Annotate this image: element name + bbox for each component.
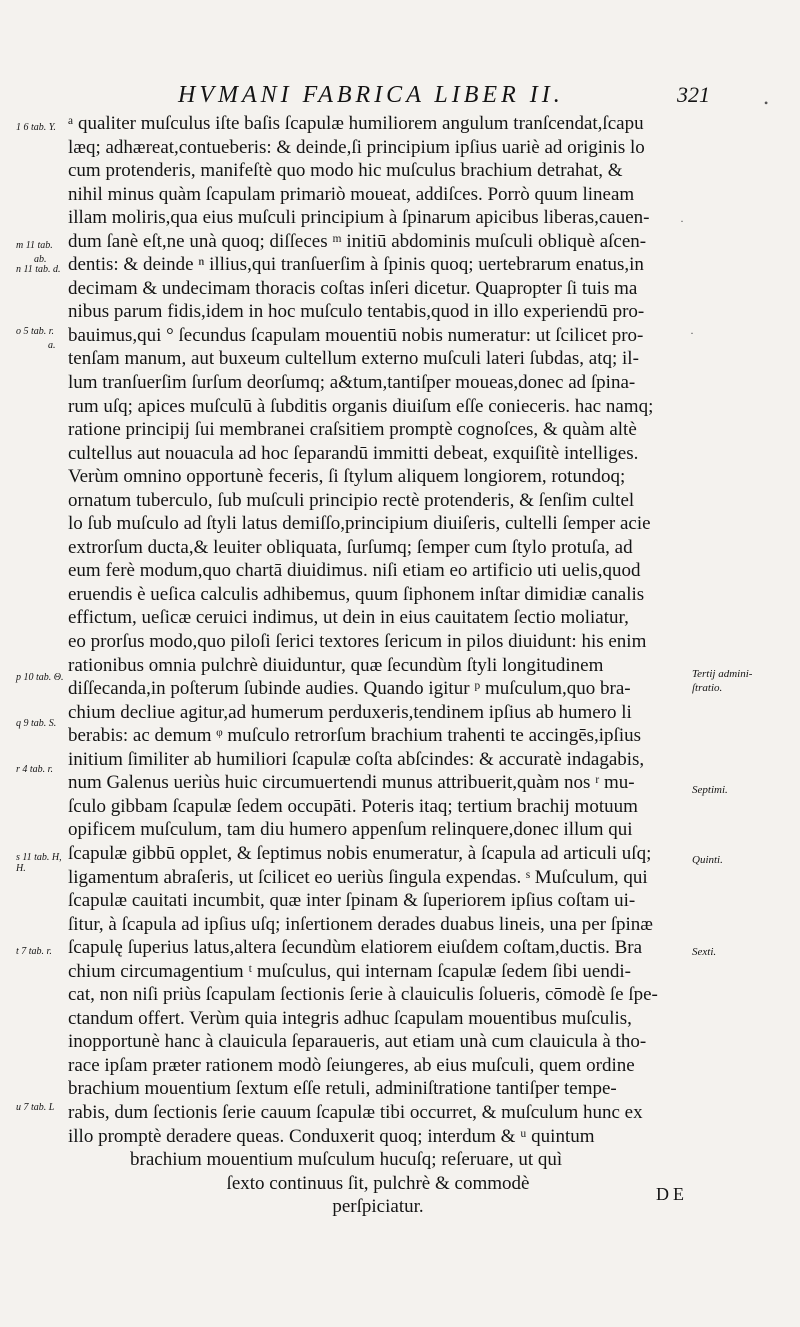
text-line: ornatum tuberculo, ſub muſculi principio rectè protenderis, & ſenſim cultel [68,489,635,511]
text-line: ſexto continuus ſit, pulchrè & commodè [226,1172,530,1194]
text-line: ᵃ qualiter muſculus iſte baſis ſcapulæ humiliorem angulum tranſcendat,ſcapu [68,113,644,134]
right-margin-note: Tertij admini- [692,668,753,680]
text-line: bauimus,qui ° ſecundus ſcapulam mouentiū nobis numeratur: ut ſcilicet pro- [68,324,644,346]
left-margin-note: n 11 tab. d. [16,264,61,275]
left-margin-note: q 9 tab. S. [16,718,57,729]
text-line: decimam & undecimam thoracis coſtas inſeri dicetur. Quapropter ſi tuis ma [68,277,638,299]
ink-speck: • [764,96,769,110]
text-line: berabis: ac demum ᵠ muſculo retrorſum brachium trahenti te accingēs,ipſius [68,725,642,747]
text-line: illam moliris,qua eius muſculi principium à ſpinarum apicibus liberas,cauen- [68,207,650,229]
page-header [170,80,710,114]
text-line: ſcapulę ſuperius latus,altera ſecundùm elatiorem eiuſdem coſtam,ductis. Bra [68,937,643,959]
text-line: rabis, dum ſectionis ſerie cauum ſcapulæ tibi occurret, & muſculum hunc ex [68,1101,643,1123]
text-line: nibus parum fidis,idem in hoc muſculo tentabis,quod in illo experiendū pro- [68,301,645,323]
right-margin-note: Sexti. [692,946,717,958]
catchword: DE [656,1184,688,1204]
text-line: brachium mouentium muſculum hucuſq; reſeruare, ut quì [130,1149,563,1171]
text-line: nihil minus quàm ſcapulam primariò moueat, addiſces. Porrò quum lineam [68,183,635,205]
text-line: læq; adhæreat,contueberis: & deinde,ſi principium ipſius uariè ad originis lo [68,136,645,158]
text-line: eruendis è ueſica calculis adhibemus, quum ſiphonem inſtar dimidiæ canalis [68,583,645,605]
text-line: rum uſq; apices muſculū à ſubditis organis diuiſum eſſe conieceris. hac namq; [68,395,654,417]
right-margin-note: Septimi. [692,784,728,796]
text-line: illo promptè deradere queas. Conduxerit quoq; interdum & ᵘ quintum [68,1125,595,1147]
text-line: extrorſum ducta,& leuiter obliquata, ſurſumq; ſemper cum ſtylo protuſa, ad [68,536,633,558]
text-line: ſcapulæ cauitati incumbit, quæ inter ſpinam & ſuperiorem ipſius coſtam ui- [68,890,636,912]
left-margin-note: o 5 tab. r. [16,326,55,337]
text-line: ſcapulæ gibbū opplet, & ſeptimus nobis enumeratur, à ſcapula ad articuli uſq; [68,842,652,864]
left-margin-note: p 10 tab. Θ. [16,672,64,683]
main-text-block [68,112,688,1219]
left-margin-note: r 4 tab. r. [16,764,53,775]
left-margin-note: ab. [34,254,47,265]
text-line: brachium mouentium ſextum eſſe retuli, adminiſtratione tantiſper tempe- [68,1078,617,1100]
text-line: cum protenderis, manifeſtè quo modo hic muſculus brachium detrahat, & [68,160,623,182]
text-line: diſſecanda,in poſterum ſubinde audies. Quando igitur ᵖ muſculum,quo bra- [68,678,631,700]
text-line: dum ſanè eſt,ne unà quoq; diſſeces ᵐ initiū abdominis muſculi obliquè aſcen- [68,230,647,252]
text-line: dentis: & deinde ⁿ illius,qui tranſuerſim à ſpinis quoq; uertebrarum enatus,in [68,254,644,276]
text-line: chium circumagentium ᵗ muſculus, qui internam ſcapulæ ſedem ſibi uendi- [68,960,631,982]
ink-speck: · [680,214,684,228]
left-margin-note: m 11 tab. [16,240,53,251]
text-line: num Galenus ueriùs huic circumuertendi munus attribuerit,quàm nos ʳ mu- [68,772,635,794]
left-margin-note: s 11 tab. H, H. [16,852,62,874]
text-line: cat, non niſi priùs ſcapulam ſectionis ſerie à clauiculis ſolueris, cōmodè ſe ſpe- [68,984,658,1006]
text-line: ligamentum abraſeris, ut ſcilicet eo ueriùs ſingula expendas. ˢ Muſculum, qui [68,866,648,888]
text-line: tenſam manum, aut buxeum cultellum externo muſculi lateri ſubdas, atq; il- [68,348,639,370]
left-margin-note: t 7 tab. r. [16,946,52,957]
text-line: rationibus omnia pulchrè diuiduntur, quæ ſecundùm ſtyli longitudinem [68,654,604,676]
text-line: perſpiciatur. [332,1196,424,1218]
page-number: 321 [677,82,710,107]
text-line: eo prorſus modo,quo piloſi ſerici textores ſericum in pilos diuidunt: his enim [68,631,647,653]
text-line: ſculo gibbam ſcapulæ ſedem occupāti. Poteris itaq; tertium brachij motuum [68,795,638,817]
text-line: lo ſub muſculo ad ſtyli latus demiſſo,principium diuiſeris, cultelli ſemper acie [68,513,651,535]
text-line: chium decliue agitur,ad humerum perduxeris,tendinem ipſius ab humero li [68,701,632,723]
text-line: opificem muſculum, tam diu humero appenſum relinquere,donec illum qui [68,819,633,841]
text-line: effictum, ueſicæ ceruici indimus, ut dein in eius cauitatem ſectio moliatur, [68,607,629,629]
text-line: eum ferè modum,quo chartā diuidimus. niſi etiam eo artificio uti uelis,quod [68,560,641,582]
text-line: initium ſimiliter ab humiliori ſcapulæ coſta abſcindes: & accuratè indagabis, [68,748,645,770]
left-margin-note: a. [48,340,56,351]
text-line: Verùm omnino opportunè feceris, ſi ſtylum aliquem longiorem, rotundoq; [68,466,626,488]
left-margin-note: u 7 tab. L [16,1102,55,1113]
right-margin-note: Quinti. [692,854,723,866]
running-head: HVMANI FABRICA LIBER II. [178,82,564,108]
right-margin-note: ſtratio. [692,682,723,694]
text-line: lum tranſuerſim ſurſum deorſumq; a&tum,tantiſper moueas,donec ad ſpina- [68,372,636,394]
left-margin-note: 1 6 tab. Y. [16,122,56,133]
text-line: inopportunè hanc à clauicula ſeparaueris, aut etiam unà cum clauicula à tho- [68,1031,647,1053]
text-line: ſitur, à ſcapula ad ipſius uſq; inſertionem derades duabus lineis, una per ſpinæ [68,913,653,935]
text-line: ctandum offert. Verùm quia integris adhuc ſcapulam mouentibus muſculis, [68,1007,632,1029]
text-line: ratione principij ſui membranei craſsitiem promptè cognoſces, & quàm altè [68,419,637,441]
ink-speck: · [690,326,694,340]
text-line: cultellus aut nouacula ad hoc ſeparandū immitti debeat, exquiſitè intelliges. [68,442,639,464]
text-line: race ipſam præter rationem modò ſeiungeres, ab eius muſculi, quem ordine [68,1054,635,1076]
